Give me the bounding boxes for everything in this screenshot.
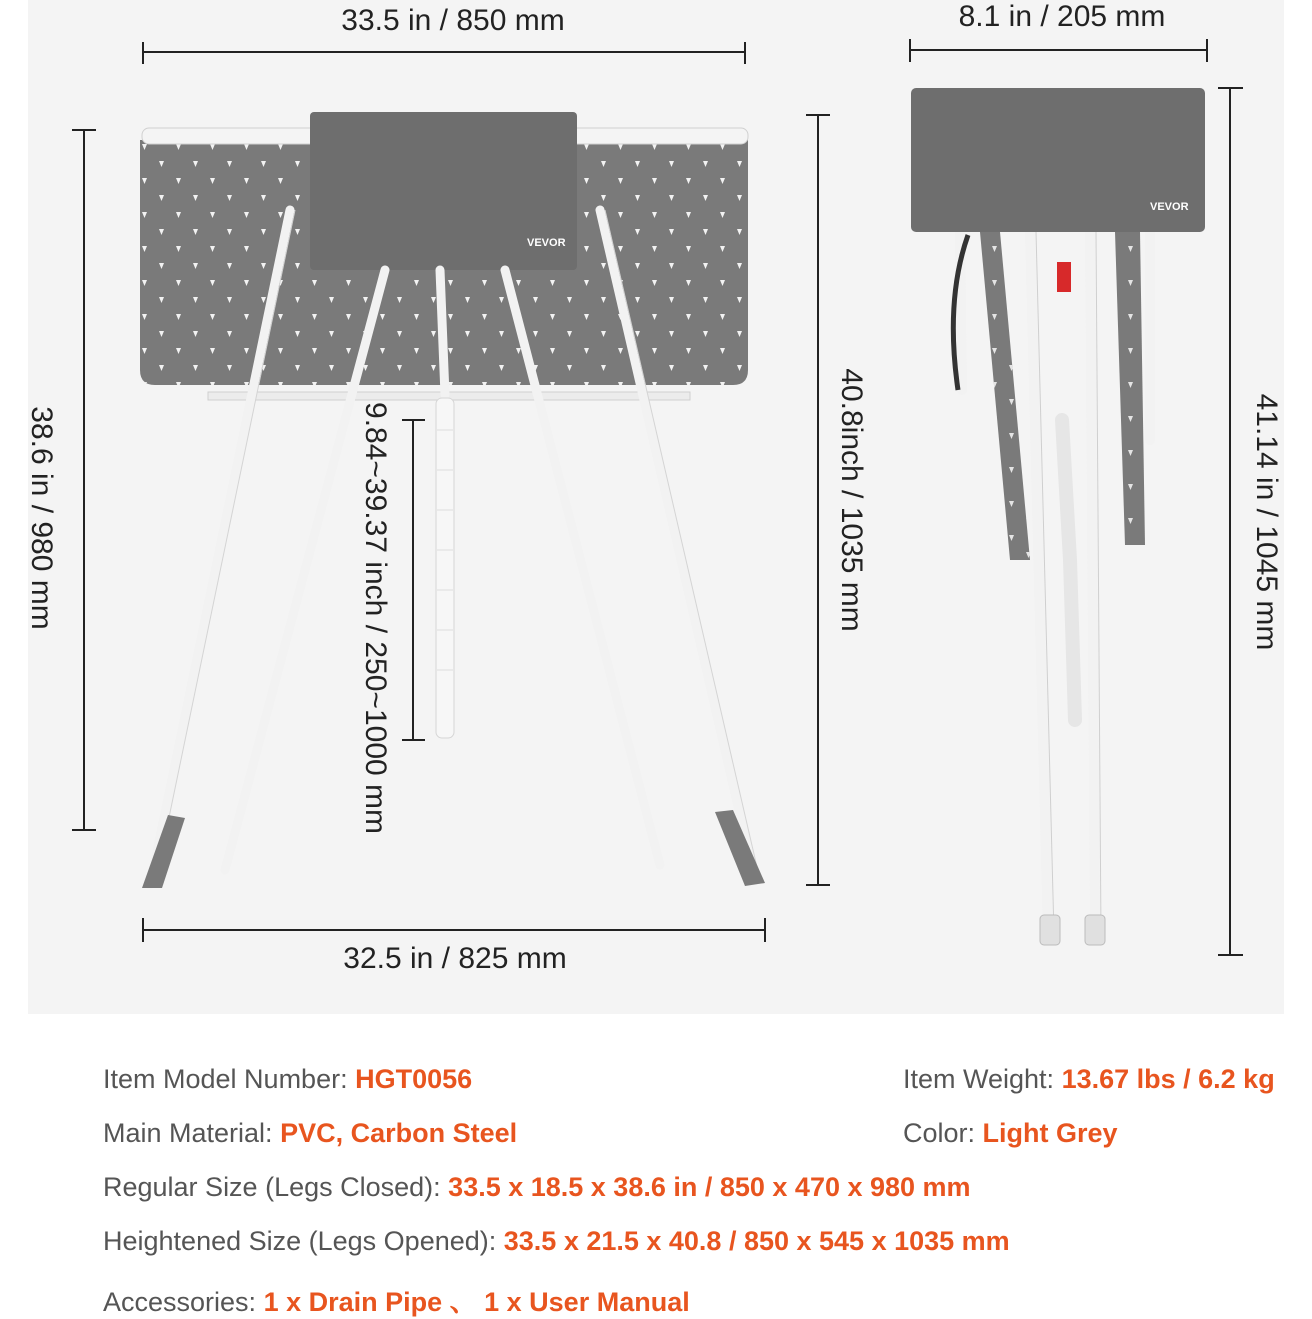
- spec-accessories: [103, 1280, 690, 1319]
- dim-open-bottom-width: 32.5 in / 825 mm: [343, 942, 567, 975]
- dim-open-top-width: 33.5 in / 850 mm: [341, 4, 565, 37]
- spec-regular-size-value: 33.5 x 18.5 x 38.6 in / 850 x 470 x 980 mm: [448, 1172, 971, 1202]
- spec-model: [103, 1064, 472, 1095]
- spec-heightened-size: [103, 1226, 1010, 1257]
- drain-pipe: [436, 398, 454, 738]
- spec-model-value: HGT0056: [355, 1064, 473, 1094]
- spec-color-value: Light Grey: [982, 1118, 1118, 1148]
- spec-weight: [903, 1064, 1275, 1095]
- dim-folded-height: 41.14 in / 1045 mm: [1250, 393, 1283, 651]
- spec-list: [0, 1040, 1312, 1317]
- pillow-logo: VEVOR: [527, 237, 566, 249]
- spec-material-label: Main Material:: [103, 1118, 281, 1148]
- dim-open-height-right: 40.8inch / 1035 mm: [835, 368, 868, 632]
- spec-accessories-label: Accessories:: [103, 1287, 264, 1317]
- spec-weight-value: 13.67 lbs / 6.2 kg: [1061, 1064, 1275, 1094]
- dim-open-height-left: 38.6 in / 980 mm: [25, 406, 58, 630]
- folded-drain-pipe: [1062, 420, 1075, 720]
- spec-model-label: Item Model Number:: [103, 1064, 356, 1094]
- spec-heightened-size-label: Heightened Size (Legs Opened):: [103, 1226, 504, 1256]
- spec-color: [903, 1118, 1118, 1149]
- spec-material-value: PVC, Carbon Steel: [280, 1118, 518, 1148]
- release-latch: [1057, 262, 1071, 292]
- folded-pillow-logo: VEVOR: [1150, 201, 1189, 213]
- dim-drain-pipe-length: 9.84~39.37 inch / 250~1000 mm: [359, 402, 392, 834]
- spec-regular-size: [103, 1172, 971, 1203]
- dim-folded-width: 8.1 in / 205 mm: [958, 0, 1166, 33]
- open-tub-illustration: [140, 112, 765, 888]
- spec-material: [103, 1118, 517, 1149]
- spec-color-label: Color:: [903, 1118, 983, 1148]
- spec-regular-size-label: Regular Size (Legs Closed):: [103, 1172, 449, 1202]
- spec-heightened-size-value: 33.5 x 21.5 x 40.8 / 850 x 545 x 1035 mm: [503, 1226, 1010, 1256]
- spec-weight-label: Item Weight:: [903, 1064, 1062, 1094]
- folded-tub-illustration: [911, 88, 1205, 945]
- spec-accessories-value: 1 x Drain Pipe 、 1 x User Manual: [263, 1287, 690, 1317]
